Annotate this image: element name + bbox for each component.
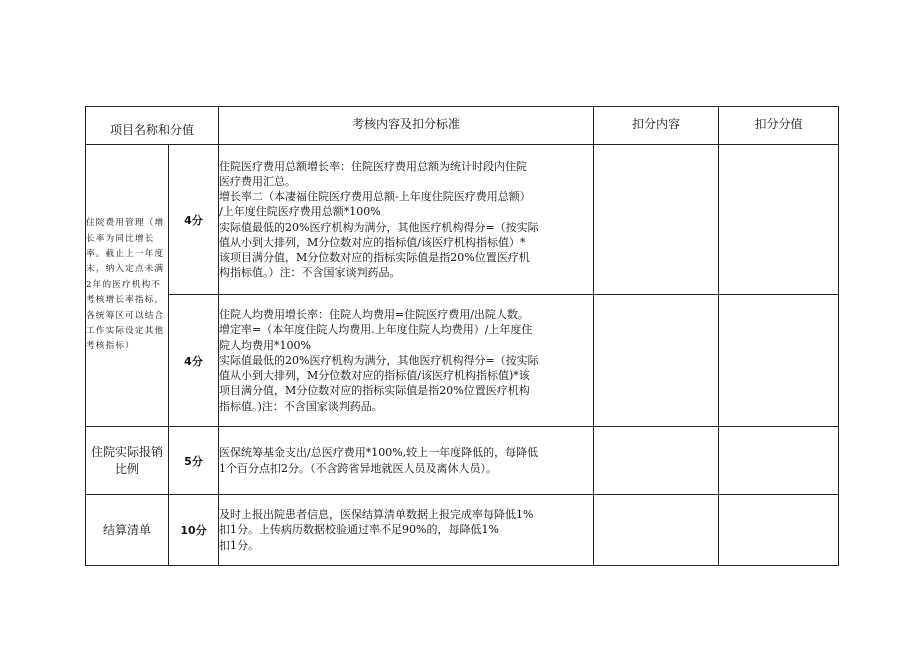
- item-settlement-list: 结算清单: [86, 495, 169, 566]
- standard-line: 该项目满分值，M分位数对应的指标实际值是指20%位置医疗机: [219, 250, 530, 264]
- deduction-content-cell[interactable]: [594, 295, 719, 427]
- standard-cell: [219, 495, 594, 566]
- score-cell: 5分: [169, 427, 219, 495]
- standard-cell: [219, 145, 594, 295]
- table-row: [86, 427, 839, 495]
- standard-line: 项目满分值，M分位数对应的指标实际值是指20%位置医疗机构: [219, 384, 530, 398]
- header-deduction-value: 扣分分值: [719, 107, 839, 145]
- standard-line: 实际值最低的20%医疗机构为满分，其他医疗机构得分=（按实际: [219, 353, 539, 367]
- table-row: [86, 495, 839, 566]
- assessment-table: [85, 106, 839, 566]
- item-actual-reimbursement: 住院实际报销比例: [86, 427, 169, 495]
- deduction-value-cell[interactable]: [719, 295, 839, 427]
- standard-line: /上年度住院医疗费用总额*100%: [219, 205, 381, 219]
- standard-line: 增定率=（本年度住院人均费用.上年度住院人均费用）/上年度住: [219, 323, 533, 337]
- score-cell: 4分: [169, 295, 219, 427]
- standard-line: 医保统筹基金支出/总医疗费用*100%,较上一年度降低的，每降低: [219, 446, 539, 460]
- standard-line: 住院医疗费用总额增长率：住院医疗费用总额为统计时段内住院: [219, 159, 528, 173]
- standard-line: 构指标值。）注：不含国家谈判药品。: [219, 266, 401, 280]
- standard-line: 增长率二（本凄福住院医疗费用总额-上年度住院医疗费用总额）: [219, 190, 531, 204]
- standard-line: 院人均费用*100%: [219, 338, 311, 352]
- standard-line: 指标值。)注：不含国家谈判药品。: [219, 399, 383, 413]
- score-cell: 10分: [169, 495, 219, 566]
- standard-line: 医疗费用汇总。: [219, 174, 297, 188]
- table-row: [86, 295, 839, 427]
- standard-line: 值从小到大排列，M分位数对应的指标值/该医疗机构指标值)*该: [219, 369, 530, 383]
- header-row: [86, 107, 839, 145]
- standard-line: 实际值最低的20%医疗机构为满分，其他医疗机构得分=（按实际: [219, 220, 539, 234]
- deduction-content-cell[interactable]: [594, 427, 719, 495]
- header-standard: 考核内容及扣分标准: [219, 107, 594, 145]
- standard-cell: [219, 427, 594, 495]
- deduction-value-cell[interactable]: [719, 145, 839, 295]
- header-item-name: 项目名称和分值: [86, 107, 219, 145]
- deduction-value-cell[interactable]: [719, 495, 839, 566]
- standard-cell: [219, 295, 594, 427]
- table-row: [86, 145, 839, 295]
- standard-line: 及时上报出院患者信息，医保结算清单数据上报完成率每降低1%: [219, 508, 534, 522]
- score-cell: 4分: [169, 145, 219, 295]
- deduction-content-cell[interactable]: [594, 495, 719, 566]
- standard-line: 值从小到大排列，M分位数对应的指标值/该医疗机构指标值）*: [219, 235, 526, 249]
- header-deduction-content: 扣分内容: [594, 107, 719, 145]
- deduction-content-cell[interactable]: [594, 145, 719, 295]
- standard-line: 扣1分。上传病历数据校验通过率不足90%的，每降低1%: [219, 523, 499, 537]
- standard-line: 扣1分。: [219, 538, 260, 552]
- standard-line: 1个百分点扣2分。（不含跨省异地就医人员及离休人员）。: [219, 461, 498, 475]
- standard-line: 住院人均费用增长率：住院人均费用=住院医疗费用/出院人数。: [219, 308, 529, 322]
- deduction-value-cell[interactable]: [719, 427, 839, 495]
- item-hospital-cost-management: 住院费用管理（增长率为同比增长率。截止上一年度末，纳入定点未满2年的医疗机构不考核增长率指标，各统筹区可以结合工作实际设定其他考核指标）: [86, 145, 169, 427]
